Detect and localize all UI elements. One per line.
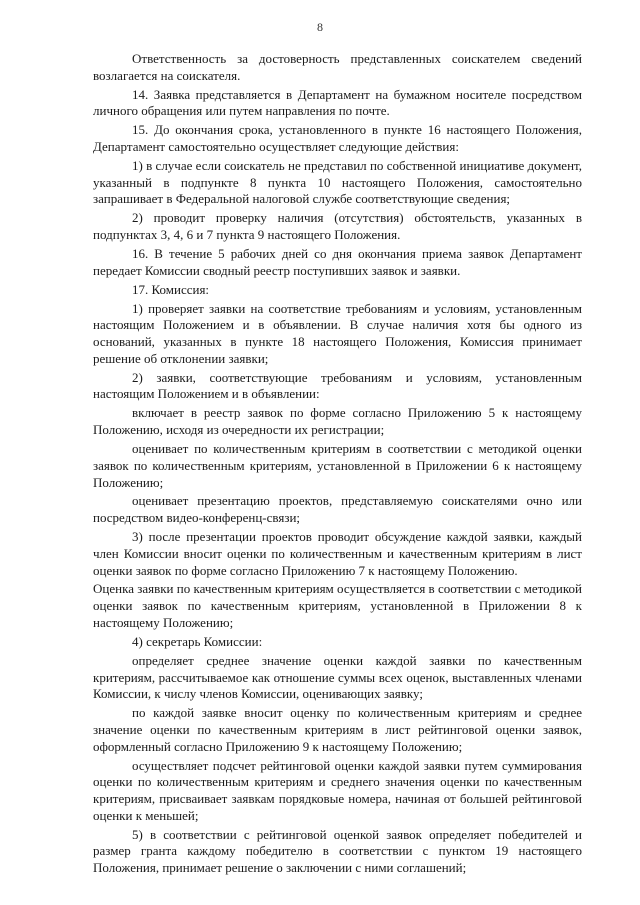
- paragraph: 2) заявки, соответствующие требованиям и условиям, установленным настоящим Положением и в объявлении:: [93, 369, 582, 402]
- paragraph: 17. Комиссия:: [132, 281, 210, 297]
- paragraph: определяет среднее значение оценки каждой заявки по качественным критериям, рассчитываемое как отношение суммы всех оценок, выставленных членами Комиссии, к числу членов Комиссии, оценивающих заявку;: [93, 652, 582, 702]
- paragraph: 5) в соответствии с рейтинговой оценкой заявок определяет победителей и размер гранта каждому победителю в соответствии с пунктом 19 настоящего Положения, принимает решение о заключении с ними соглашений;: [93, 826, 582, 876]
- page-number: 8: [317, 20, 323, 34]
- paragraph: 15. До окончания срока, установленного в пункте 16 настоящего Положения, Департамент самостоятельно осуществляет следующие действия:: [93, 122, 582, 155]
- paragraph: 14. Заявка представляется в Департамент на бумажном носителе посредством личного обращения или путем направления по почте.: [93, 86, 582, 119]
- paragraph: 16. В течение 5 рабочих дней со дня окончания приема заявок Департамент передает Комиссии сводный реестр поступивших заявок и заявки.: [93, 246, 582, 278]
- paragraph: оценивает презентацию проектов, представляемую соискателями очно или посредством видео-конференц-связи;: [93, 493, 582, 526]
- paragraph: Ответственность за достоверность представленных соискателем сведений возлагается на соискателя.: [93, 51, 582, 83]
- paragraph: 2) проводит проверку наличия (отсутствия) обстоятельств, указанных в подпунктах 3, 4, 6 и 7 пункта 9 настоящего Положения.: [93, 210, 582, 243]
- paragraph: оценивает по количественным критериям в соответствии с методикой оценки заявок по количественным критериям, установленной в Приложении 6 к настоящему Положению;: [93, 441, 582, 490]
- paragraph: 1) проверяет заявки на соответствие требованиям и условиям, установленным настоящим Положением и в объявлении. В случае наличия хотя бы одного из оснований, указанных в пункте 18 настоящего Положения, Комиссия принимает решение об отклонении заявки;: [93, 300, 582, 366]
- document-body: [93, 51, 582, 879]
- paragraph: осуществляет подсчет рейтинговой оценки каждой заявки путем суммирования оценки по количественным критериям и среднего значения оценки по качественным критериям, присваивает заявкам порядковые номера, начиная от большей рейтинговой оценки к меньшей;: [93, 757, 582, 823]
- paragraph: 4) секретарь Комиссии:: [132, 633, 263, 649]
- paragraph: включает в реестр заявок по форме согласно Приложению 5 к настоящему Положению, исходя из очередности их регистрации;: [93, 405, 582, 438]
- paragraph: Оценка заявки по качественным критериям осуществляется в соответствии с методикой оценки заявок по качественным критериям, установленной в Приложении 8 к настоящему Положению;: [93, 581, 582, 630]
- paragraph: 1) в случае если соискатель не представил по собственной инициативе документ, указанный в подпункте 8 пункта 10 настоящего Положения, самостоятельно запрашивает в Федеральной налоговой службе соответствующие сведения;: [93, 157, 582, 207]
- paragraph: 3) после презентации проектов проводит обсуждение каждой заявки, каждый член Комиссии вносит оценки по количественным и качественным критериям в лист оценки заявок по форме согласно Приложению 7 к настоящему Положению.: [93, 529, 582, 578]
- paragraph: по каждой заявке вносит оценку по количественным критериям и среднее значение оценки по качественным критериям в лист рейтинговой оценки заявок, оформленный согласно Приложению 9 к настоящему Положению;: [93, 705, 582, 754]
